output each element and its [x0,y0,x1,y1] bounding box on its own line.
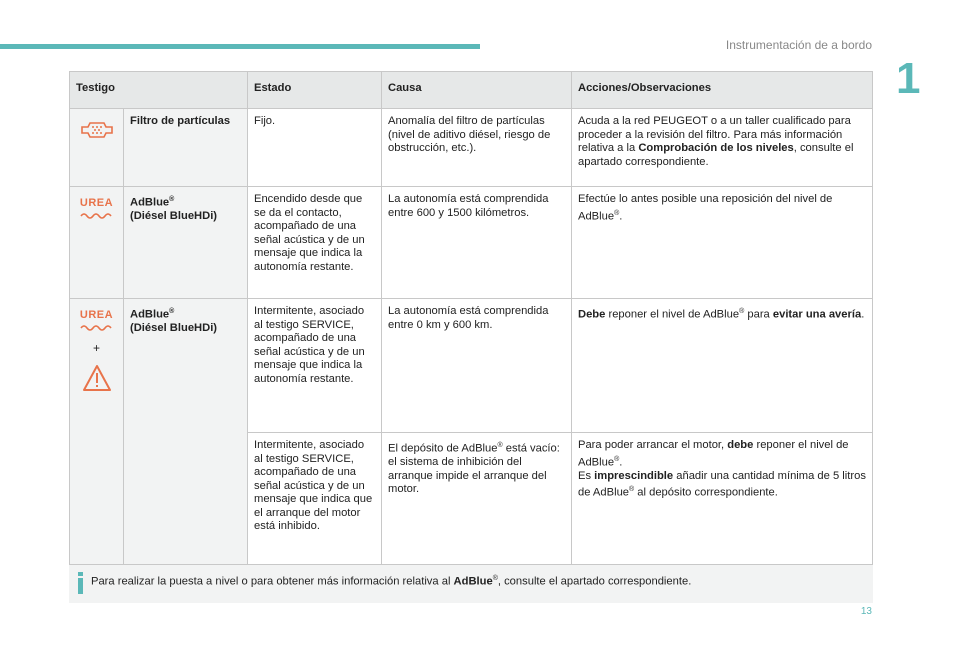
lamp-name: AdBlue® (Diésel BlueHDi) [124,187,248,299]
urea-icon: UREA [80,197,113,224]
chapter-number: 1 [896,54,921,103]
lamp-name: AdBlue® (Diésel BlueHDi) [124,299,248,565]
estado-cell: Fijo. [248,109,382,187]
acciones-cell: Debe reponer el nivel de AdBlue® para evitar una avería. [572,299,873,433]
acciones-cell: Efectúe lo antes posible una reposición del nivel de AdBlue®. [572,187,873,299]
header-causa: Causa [382,72,572,109]
estado-cell: Intermitente, asociado al testigo SERVICE, acompañado de una señal acústica y de un mensaje que indica la autonomía restante. [248,299,382,433]
table-row [70,187,873,299]
note-text: Para realizar la puesta a nivel o para obtener más información relativa al AdBlue®, consulte el apartado correspondiente. [91,575,692,588]
info-icon [77,572,85,594]
causa-cell: El depósito de AdBlue® está vacío: el sistema de inhibición del arranque impide el arranque del motor. [382,433,572,565]
particle-filter-icon [80,119,114,141]
header-accent-bar [0,44,480,49]
estado-cell: Intermitente, asociado al testigo SERVICE, acompañado de una señal acústica y de un mensaje que indica que el arranque del motor está inhibido. [248,433,382,565]
table-row [70,109,873,187]
causa-cell: Anomalía del filtro de partículas (nivel de aditivo diésel, riesgo de obstrucción, etc.). [382,109,572,187]
info-note [69,565,873,603]
wave-icon [80,212,112,220]
header-acciones: Acciones/Observaciones [572,72,873,109]
icon-cell [70,299,124,565]
plus-sign: + [92,341,100,355]
header-estado: Estado [248,72,382,109]
page-number: 13 [860,606,872,617]
icon-cell [70,187,124,299]
table-header-row [70,72,873,109]
icon-cell [70,109,124,187]
estado-cell: Encendido desde que se da el contacto, acompañado de una señal acústica y de un mensaje que indica la autonomía restante. [248,187,382,299]
warning-triangle-icon [82,364,112,392]
warning-lamps-table [69,71,873,565]
urea-icon: UREA [80,309,113,336]
wave-icon [80,324,112,332]
table-row [70,299,873,433]
acciones-cell: Acuda a la red PEUGEOT o a un taller cualificado para proceder a la revisión del filtro. Para más información relativa a la Comprobación de los niveles, consulte el apartado correspondiente. [572,109,873,187]
causa-cell: La autonomía está comprendida entre 0 km y 600 km. [382,299,572,433]
causa-cell: La autonomía está comprendida entre 600 y 1500 kilómetros. [382,187,572,299]
acciones-cell: Para poder arrancar el motor, debe reponer el nivel de AdBlue®. Es imprescindible añadir una cantidad mínima de 5 litros de AdBlue® al depósito correspondiente. [572,433,873,565]
header-testigo: Testigo [70,72,248,109]
lamp-name: Filtro de partículas [124,109,248,187]
section-title: Instrumentación de a bordo [725,38,872,52]
